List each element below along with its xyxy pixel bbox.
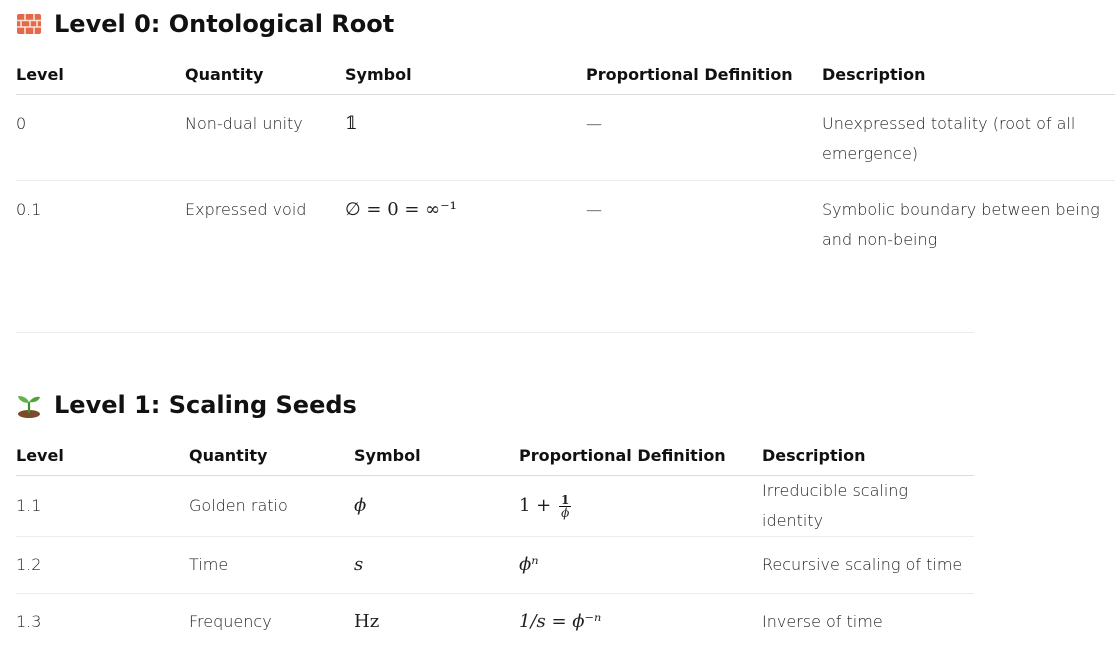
- section-divider: [16, 332, 974, 333]
- table-header-row: [16, 54, 1115, 95]
- cell-symbol: ∅ = 0 = ∞⁻¹: [345, 199, 457, 220]
- table-row: [16, 476, 974, 537]
- brick-icon: [16, 11, 42, 37]
- cell-description: Inverse of time: [762, 612, 883, 632]
- cell-level: 1.2: [16, 537, 189, 594]
- header-symbol: Symbol: [354, 435, 519, 476]
- section-title: Level 1: Scaling Seeds: [54, 391, 357, 419]
- definition-formula: 1 + $\frac{1}{\phi}$: [519, 492, 570, 520]
- header-quantity: Quantity: [185, 54, 345, 95]
- cell-definition: —: [586, 95, 822, 181]
- cell-definition: [519, 476, 762, 537]
- cell-definition: ϕⁿ: [519, 537, 762, 594]
- cell-description: Unexpressed totality (root of all emergence): [822, 95, 1115, 181]
- cell-symbol: 𝟙: [345, 95, 586, 181]
- header-quantity: Quantity: [189, 435, 354, 476]
- table-level-1: [16, 435, 974, 651]
- cell-symbol: ϕ: [354, 476, 519, 537]
- cell-description: Irreducible scaling identity: [762, 476, 974, 537]
- table-header-row: [16, 435, 974, 476]
- cell-level: 1.1: [16, 476, 189, 537]
- table-row: [16, 181, 1115, 267]
- cell-level: 1.3: [16, 612, 42, 632]
- header-definition: Proportional Definition: [519, 435, 762, 476]
- cell-quantity: Frequency: [189, 612, 272, 632]
- cell-definition: 1/s = ϕ⁻ⁿ: [519, 611, 602, 633]
- header-symbol: Symbol: [345, 54, 586, 95]
- header-description: Description: [762, 435, 974, 476]
- cell-definition: —: [586, 200, 602, 219]
- table-row: [16, 95, 1115, 181]
- cell-symbol: Hz: [354, 611, 380, 633]
- cell-description: Symbolic boundary between being and non-being: [822, 200, 1100, 249]
- header-description: Description: [822, 54, 1115, 95]
- cell-symbol: s: [354, 537, 519, 594]
- cell-level: 0.1: [16, 200, 42, 219]
- section-heading-level-1: [16, 390, 357, 420]
- section-heading-level-0: [16, 9, 394, 39]
- table-level-0: [16, 54, 1115, 267]
- seedling-icon: [16, 392, 42, 418]
- cell-quantity: Non-dual unity: [185, 95, 345, 181]
- cell-level: 0: [16, 95, 185, 181]
- cell-quantity: Time: [189, 537, 354, 594]
- cell-quantity: Golden ratio: [189, 476, 354, 537]
- table-row: [16, 537, 974, 594]
- fraction: $\frac{1}{\phi}$: [560, 492, 570, 520]
- header-level: Level: [16, 54, 185, 95]
- section-title: Level 0: Ontological Root: [54, 10, 395, 38]
- cell-description: Recursive scaling of time: [762, 537, 974, 594]
- header-level: Level: [16, 435, 189, 476]
- table-row: [16, 594, 974, 651]
- cell-quantity: Expressed void: [185, 200, 307, 219]
- header-definition: Proportional Definition: [586, 54, 822, 95]
